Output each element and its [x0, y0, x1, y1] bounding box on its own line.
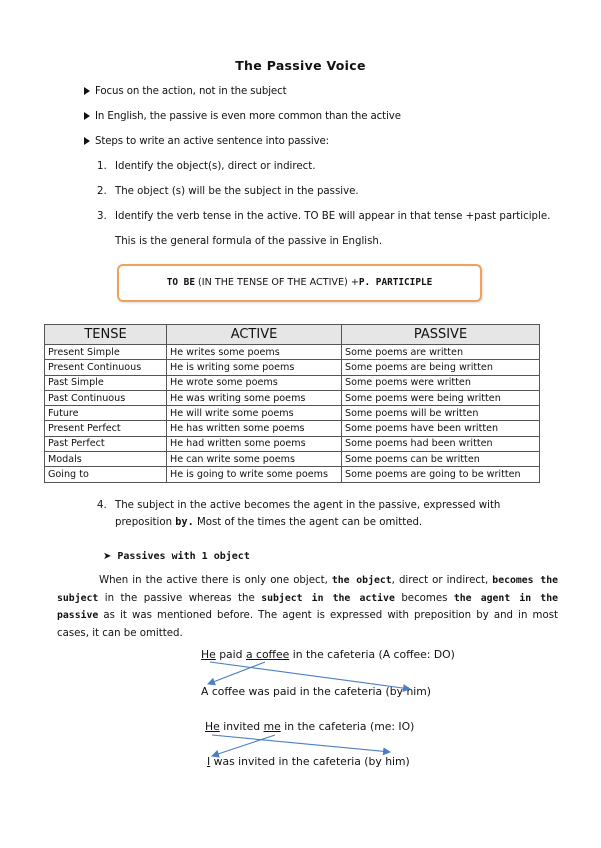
example-subject: He: [205, 720, 220, 733]
example-subject: He: [201, 648, 216, 661]
arrow-subject-to-agent-2: [212, 735, 390, 752]
active-cell: He will write some poems: [167, 406, 342, 421]
passive-cell: Some poems were being written: [342, 390, 540, 405]
tense-cell: Past Simple: [45, 375, 167, 390]
active-cell: He is writing some poems: [167, 360, 342, 375]
para-text: becomes: [394, 592, 454, 604]
tense-cell: Past Continuous: [45, 390, 167, 405]
step-text: The subject in the active becomes the agent in the passive, expressed with: [115, 500, 501, 511]
active-cell: He has written some poems: [167, 421, 342, 436]
example-object: me: [263, 720, 281, 733]
passive-cell: Some poems had been written: [342, 436, 540, 451]
active-cell: He was writing some poems: [167, 390, 342, 405]
section-heading-text: Passives with 1 object: [117, 551, 250, 562]
arrowhead-bullet-icon: ➤: [103, 551, 112, 562]
example-verb: paid: [215, 648, 246, 661]
step-text: Most of the times the agent can be omitted.: [193, 517, 423, 528]
passive-cell: Some poems will be written: [342, 406, 540, 421]
header-active: ACTIVE: [167, 325, 342, 345]
tense-cell: Present Continuous: [45, 360, 167, 375]
bullet-text: Focus on the action, not in the subject: [95, 86, 287, 97]
tense-cell: Going to: [45, 467, 167, 482]
para-text: When in the active there is only one object,: [99, 575, 332, 586]
active-cell: He writes some poems: [167, 345, 342, 360]
step-number: 1.: [97, 161, 107, 172]
active-cell: He is going to write some poems: [167, 467, 342, 482]
formula-participle: P. PARTICIPLE: [358, 277, 433, 288]
step-text: preposition: [115, 517, 176, 528]
example-object: a coffee: [245, 648, 290, 661]
step-number: 4.: [97, 500, 107, 511]
tense-cell: Future: [45, 406, 167, 421]
tense-cell: Present Perfect: [45, 421, 167, 436]
example-passive-1: A coffee was paid in the cafeteria (by him): [201, 685, 432, 698]
step-number: 2.: [97, 186, 107, 197]
para-bold: the object: [331, 575, 392, 586]
para-bold: becomes the subject: [57, 575, 558, 604]
bullet-text: In English, the passive is even more common than the active: [95, 111, 401, 122]
bullet-text: Steps to write an active sentence into passive:: [95, 136, 329, 147]
tense-cell: Past Perfect: [45, 436, 167, 451]
formula-to-be: TO BE: [166, 277, 195, 288]
step-text: Identify the verb tense in the active. TO BE will appear in that tense +past participle.: [115, 211, 551, 222]
arrow-subject-to-agent-1: [210, 662, 410, 689]
passive-cell: Some poems are going to be written: [342, 467, 540, 482]
header-tense: TENSE: [45, 325, 167, 345]
passive-cell: Some poems can be written: [342, 452, 540, 467]
para-bold: subject in the active: [261, 592, 395, 604]
para-text: , direct or indirect,: [391, 575, 493, 586]
tense-cell: Present Simple: [45, 345, 167, 360]
para-bold: the agent in the passive: [57, 592, 559, 621]
step-text: Identify the object(s), direct or indirect.: [115, 161, 316, 172]
step-text: The object (s) will be the subject in the passive.: [115, 186, 359, 197]
active-cell: He wrote some poems: [167, 375, 342, 390]
active-cell: He can write some poems: [167, 452, 342, 467]
active-cell: He had written some poems: [167, 436, 342, 451]
tense-cell: Modals: [45, 452, 167, 467]
passive-cell: Some poems were written: [342, 375, 540, 390]
page-title: The Passive Voice: [235, 58, 366, 73]
passive-cell: Some poems are being written: [342, 360, 540, 375]
preposition-by: by.: [175, 517, 194, 528]
example-subject: I: [207, 755, 211, 768]
example-rest: in the cafeteria (me: IO): [280, 720, 415, 733]
example-rest: in the cafeteria (A coffee: DO): [289, 648, 455, 661]
para-text: as it was mentioned before. The agent is expressed with preposition by and in most cases, it can be omitted.: [57, 610, 558, 639]
para-text: in the passive whereas the: [98, 592, 262, 604]
example-rest: was invited in the cafeteria (by him): [210, 755, 410, 768]
example-verb: invited: [219, 720, 264, 733]
passive-cell: Some poems have been written: [342, 421, 540, 436]
formula-note: This is the general formula of the passive in English.: [115, 236, 383, 247]
header-passive: PASSIVE: [342, 325, 540, 345]
formula-middle: (IN THE TENSE OF THE ACTIVE) +: [194, 277, 359, 288]
step-number: 3.: [97, 211, 107, 222]
passive-cell: Some poems are written: [342, 345, 540, 360]
